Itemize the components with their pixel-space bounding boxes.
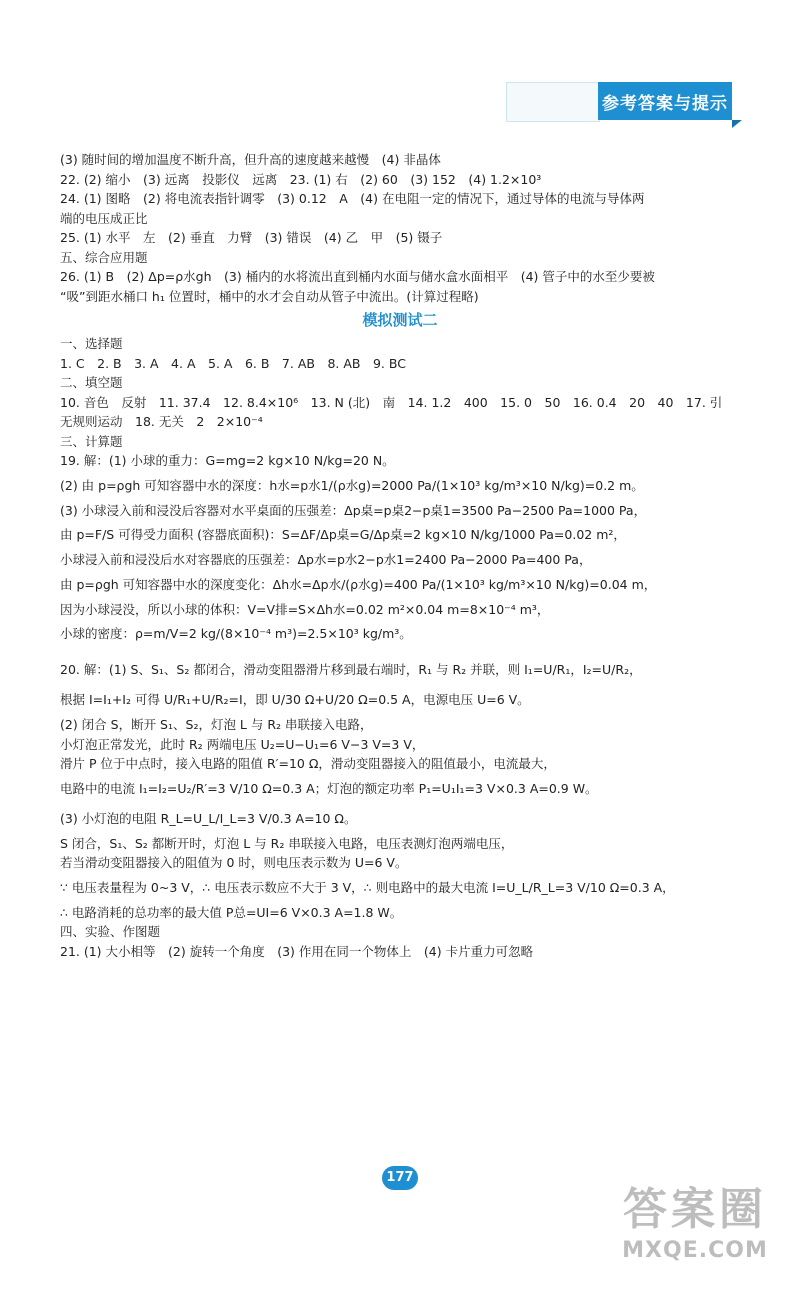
answer-line: 电路中的电流 I₁=I₂=U₂/R′=3 V/10 Ω=0.3 A；灯泡的额定功率 P₁=U₁I₁=3 V×0.3 A=0.9 W。 [60,780,598,796]
answer-line: ∴ 电路消耗的总功率的最大值 P总=UI=6 V×0.3 A=1.8 W。 [60,904,403,920]
section-heading: 二、填空题 [60,375,123,390]
answer-line: “吸”到距水桶口 h₁ 位置时，桶中的水才会自动从管子中流出。(计算过程略) [60,288,479,304]
section-heading: 一、选择题 [60,336,123,351]
answer-line: 21. (1) 大小相等 (2) 旋转一个角度 (3) 作用在同一个物体上 (4) 卡片重力可忽略 [60,943,534,959]
answer-line: 由 p=F/S 可得受力面积 (容器底面积)：S=ΔF/Δp桌=G/Δp桌=2 kg×10 N/kg/1000 Pa=0.02 m²， [60,527,626,542]
page-number: 177 [382,1166,418,1190]
answer-line: 端的电压成正比 [60,210,148,226]
header-title: 参考答案与提示 [598,82,732,120]
answer-line: 22. (2) 缩小 (3) 远离 投影仪 远离 23. (1) 右 (2) 60 (3) 152 (4) 1.2×10³ [60,171,542,187]
answer-line: 小球的密度：ρ=m/V=2 kg/(8×10⁻⁴ m³)=2.5×10³ kg/m³。 [60,626,412,641]
answer-line: (2) 由 p=ρgh 可知容器中水的深度：h水=p水1/(ρ水g)=2000 Pa/(1×10³ kg/m³×10 N/kg)=0.2 m。 [60,477,644,493]
answer-line: 根据 I=I₁+I₂ 可得 U/R₁+U/R₂=I，即 U/30 Ω+U/20 Ω=0.5 A，电源电压 U=6 V。 [60,692,530,707]
header-decor [506,82,600,122]
section-heading: 五、综合应用题 [60,249,148,265]
answer-line: 10. 音色 反射 11. 37.4 12. 8.4×10⁶ 13. N (北) 南 14. 1.2 400 15. 0 50 16. 0.4 20 40 17. 引 [60,394,723,410]
answer-line: (3) 小球浸入前和浸没后容器对水平桌面的压强差：Δp桌=p桌2−p桌1=3500 Pa−2500 Pa=1000 Pa， [60,502,647,518]
watermark-main: 答案圈 [623,1184,767,1235]
section-heading: 四、实验、作图题 [60,924,161,939]
page-header [506,82,732,124]
answer-line: 1. C 2. B 3. A 4. A 5. A 6. B 7. AB 8. AB 9. BC [60,355,406,371]
answer-line: 24. (1) 图略 (2) 将电流表指针调零 (3) 0.12 A (4) 在电阻一定的情况下，通过导体的电流与导体两 [60,191,645,206]
answer-line: 26. (1) B (2) Δp=ρ水gh (3) 桶内的水将流出直到桶内水面与储水盒水面相平 (4) 管子中的水至少要被 [60,269,655,284]
answer-content [60,150,740,961]
answer-line: 小灯泡正常发光，此时 R₂ 两端电压 U₂=U−U₁=6 V−3 V=3 V， [60,736,425,752]
section-heading: 三、计算题 [60,433,123,449]
answer-line: 若当滑动变阻器接入的阻值为 0 时，则电压表示数为 U=6 V。 [60,855,408,870]
section-title: 模拟测试二 [362,311,438,329]
answer-line: 由 p=ρgh 可知容器中水的深度变化：Δh水=Δp水/(ρ水g)=400 Pa/(1×10³ kg/m³×10 N/kg)=0.04 m， [60,576,657,592]
watermark-logo [610,1182,780,1278]
answer-line: 19. 解：(1) 小球的重力：G=mg=2 kg×10 N/kg=20 N。 [60,453,395,468]
answer-line: S 闭合，S₁、S₂ 都断开时，灯泡 L 与 R₂ 串联接入电路，电压表测灯泡两端电压， [60,835,514,851]
watermark-sub: MXQE.COM [622,1238,768,1263]
answer-line: 因为小球浸没，所以小球的体积：V=V排=S×Δh水=0.02 m²×0.04 m=8×10⁻⁴ m³， [60,601,550,617]
answer-line: ∵ 电压表量程为 0~3 V，∴ 电压表示数应不大于 3 V，∴ 则电路中的最大电流 I=U_L/R_L=3 V/10 Ω=0.3 A， [60,879,675,895]
answer-line: (3) 随时间的增加温度不断升高，但升高的速度越来越慢 (4) 非晶体 [60,152,441,167]
answer-line: (3) 小灯泡的电阻 R_L=U_L/I_L=3 V/0.3 A=10 Ω。 [60,810,357,826]
answer-line: 滑片 P 位于中点时，接入电路的阻值 R′=10 Ω，滑动变阻器接入的阻值最小，电流最大， [60,756,556,771]
answer-line: (2) 闭合 S，断开 S₁、S₂，灯泡 L 与 R₂ 串联接入电路， [60,717,373,732]
answer-line: 小球浸入前和浸没后水对容器底的压强差：Δp水=p水2−p水1=2400 Pa−2000 Pa=400 Pa， [60,552,592,567]
answer-line: 25. (1) 水平 左 (2) 垂直 力臂 (3) 错误 (4) 乙 甲 (5) 镊子 [60,230,443,245]
answer-line: 无规则运动 18. 无关 2 2×10⁻⁴ [60,414,263,429]
answer-line: 20. 解：(1) S、S₁、S₂ 都闭合，滑动变阻器滑片移到最右端时，R₁ 与 R₂ 并联，则 I₁=U/R₁，I₂=U/R₂， [60,662,642,677]
